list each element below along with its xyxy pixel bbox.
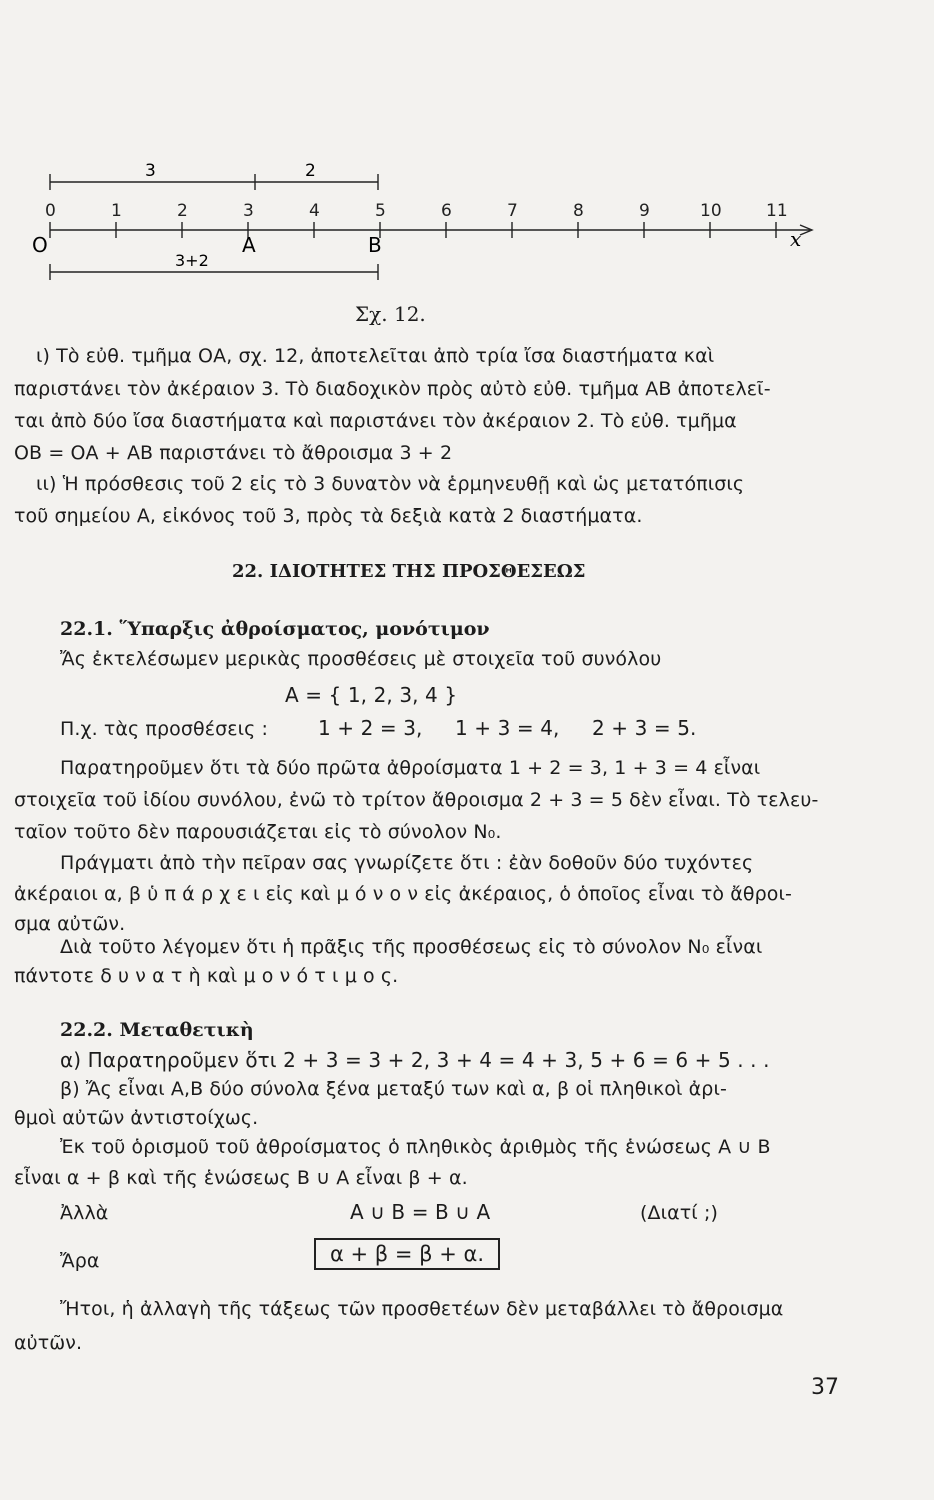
s222-def-line-1: Ἐκ τοῦ ὁρισμοῦ τοῦ ἀθροίσματος ὁ πληθικὸς ἀριθμὸς τῆς ἑνώσεως Α ∪ Β — [60, 1136, 771, 1158]
subsection-22-1-title: 22.1. Ὕπαρξις ἀθροίσματος, μονότιμον — [60, 618, 490, 640]
number-line-figure — [30, 160, 830, 340]
s222-b-line-2: θμοὶ αὐτῶν ἀντιστοίχως. — [14, 1107, 259, 1129]
s221-concl-line-2: πάντοτε δ υ ν α τ ὴ καὶ μ ο ν ό τ ι μ ο ς. — [14, 965, 399, 987]
s221-example-1: 1 + 2 = 3, — [318, 716, 423, 740]
s222-but-equation: Α ∪ Β = Β ∪ Α — [350, 1200, 491, 1224]
s222-b-line-1: β) Ἄς εἶναι Α,Β δύο σύνολα ξένα μεταξύ των καὶ α, β οἱ πληθικοὶ ἀρι- — [60, 1078, 727, 1100]
tick-label-11: 11 — [766, 201, 788, 221]
tick-label-10: 10 — [700, 201, 722, 221]
s222-final-line-2: αὐτῶν. — [14, 1332, 83, 1354]
s222-final-line-1: Ἤτοι, ἡ ἀλλαγὴ τῆς τάξεως τῶν προσθετέων δὲν μεταβάλλει τὸ ἄθροισμα — [60, 1298, 784, 1320]
page-number: 37 — [811, 1375, 839, 1400]
s222-why: (Διατί ;) — [640, 1202, 718, 1224]
s221-intro: Ἄς ἐκτελέσωμεν μερικὰς προσθέσεις μὲ στοιχεῖα τοῦ συνόλου — [60, 648, 662, 670]
s221-example-3: 2 + 3 = 5. — [592, 716, 697, 740]
s221-concl-line-1: Διὰ τοῦτο λέγομεν ὅτι ἡ πρᾶξις τῆς προσθέσεως εἰς τὸ σύνολον N₀ εἶναι — [60, 936, 763, 958]
boxed-commutative-equation: α + β = β + α. — [314, 1238, 500, 1270]
point-a: A — [242, 233, 256, 257]
para-ii-line-2: τοῦ σημείου Α, εἰκόνος τοῦ 3, πρὸς τὰ δεξιὰ κατὰ 2 διαστήματα. — [14, 505, 643, 527]
tick-label-3: 3 — [243, 201, 254, 221]
para-i-line-2: παριστάνει τὸν ἀκέραιον 3. Τὸ διαδοχικὸν πρὸς αὐτὸ εὐθ. τμῆμα ΑΒ ἀποτελεῖ- — [14, 378, 771, 400]
para-i-line-1: ι) Τὸ εὐθ. τμῆμα ΟΑ, σχ. 12, ἀποτελεῖται ἀπὸ τρία ἴσα διαστήματα καὶ — [36, 345, 715, 367]
tick-label-0: 0 — [45, 201, 56, 221]
figure-caption: Σχ. 12. — [355, 302, 426, 326]
tick-label-8: 8 — [573, 201, 584, 221]
s221-obs-line-3: ταῖον τοῦτο δὲν παρουσιάζεται εἰς τὸ σύνολον N₀. — [14, 821, 502, 843]
subsection-22-2-title: 22.2. Μεταθετικὴ — [60, 1019, 254, 1041]
s221-example-label: Π.χ. τὰς προσθέσεις : — [60, 718, 269, 740]
s221-obs-line-2: στοιχεῖα τοῦ ἰδίου συνόλου, ἐνῶ τὸ τρίτον ἄθροισμα 2 + 3 = 5 δὲν εἶναι. Τὸ τελευ- — [14, 789, 819, 811]
s222-def-line-2: εἶναι α + β καὶ τῆς ἑνώσεως Β ∪ Α εἶναι β + α. — [14, 1167, 468, 1189]
s222-hence-label: Ἄρα — [60, 1250, 100, 1272]
tick-label-6: 6 — [441, 201, 452, 221]
tick-label-4: 4 — [309, 201, 320, 221]
point-b: B — [368, 233, 382, 257]
para-i-line-4: ΟΒ = ΟΑ + ΑΒ παριστάνει τὸ ἄθροισμα 3 + 2 — [14, 442, 453, 464]
s222-a: α) Παρατηροῦμεν ὅτι 2 + 3 = 3 + 2, 3 + 4 = 4 + 3, 5 + 6 = 6 + 5 . . . — [60, 1048, 770, 1072]
tick-label-7: 7 — [507, 201, 518, 221]
para-ii-line-1: ιι) Ἡ πρόσθεσις τοῦ 2 εἰς τὸ 3 δυνατὸν νὰ ἑρμηνευθῇ καὶ ὡς μετατόπισις — [36, 473, 745, 495]
tick-label-9: 9 — [639, 201, 650, 221]
s222-but-label: Ἀλλὰ — [60, 1202, 109, 1224]
tick-label-2: 2 — [177, 201, 188, 221]
segment-label-3: 3 — [145, 161, 156, 181]
s221-fact-line-1: Πράγματι ἀπὸ τὴν πεῖραν σας γνωρίζετε ὅτι : ἐὰν δοθοῦν δύο τυχόντες — [60, 852, 754, 874]
bottom-segment-label: 3+2 — [175, 251, 209, 270]
s221-obs-line-1: Παρατηροῦμεν ὅτι τὰ δύο πρῶτα ἀθροίσματα 1 + 2 = 3, 1 + 3 = 4 εἶναι — [60, 757, 761, 779]
section-title: 22. ΙΔΙΟΤΗΤΕΣ ΤΗΣ ΠΡΟΣΘΕΣΕΩΣ — [232, 561, 586, 582]
para-i-line-3: ται ἀπὸ δύο ἴσα διαστήματα καὶ παριστάνει τὸν ἀκέραιον 2. Τὸ εὐθ. τμῆμα — [14, 410, 737, 432]
tick-label-5: 5 — [375, 201, 386, 221]
s221-fact-line-2: ἀκέραιοι α, β ὑ π ά ρ χ ε ι εἰς καὶ μ ό ν ο ν εἰς ἀκέραιος, ὁ ὁποῖος εἶναι τὸ ἄθροι- — [14, 883, 792, 905]
point-o: O — [32, 233, 48, 257]
segment-label-2: 2 — [305, 161, 316, 181]
s221-example-2: 1 + 3 = 4, — [455, 716, 560, 740]
axis-x-label: x — [790, 227, 802, 251]
s221-set: Α = { 1, 2, 3, 4 } — [285, 683, 458, 707]
tick-label-1: 1 — [111, 201, 122, 221]
number-line-svg — [30, 160, 830, 300]
s221-fact-line-3: σμα αὐτῶν. — [14, 913, 126, 935]
